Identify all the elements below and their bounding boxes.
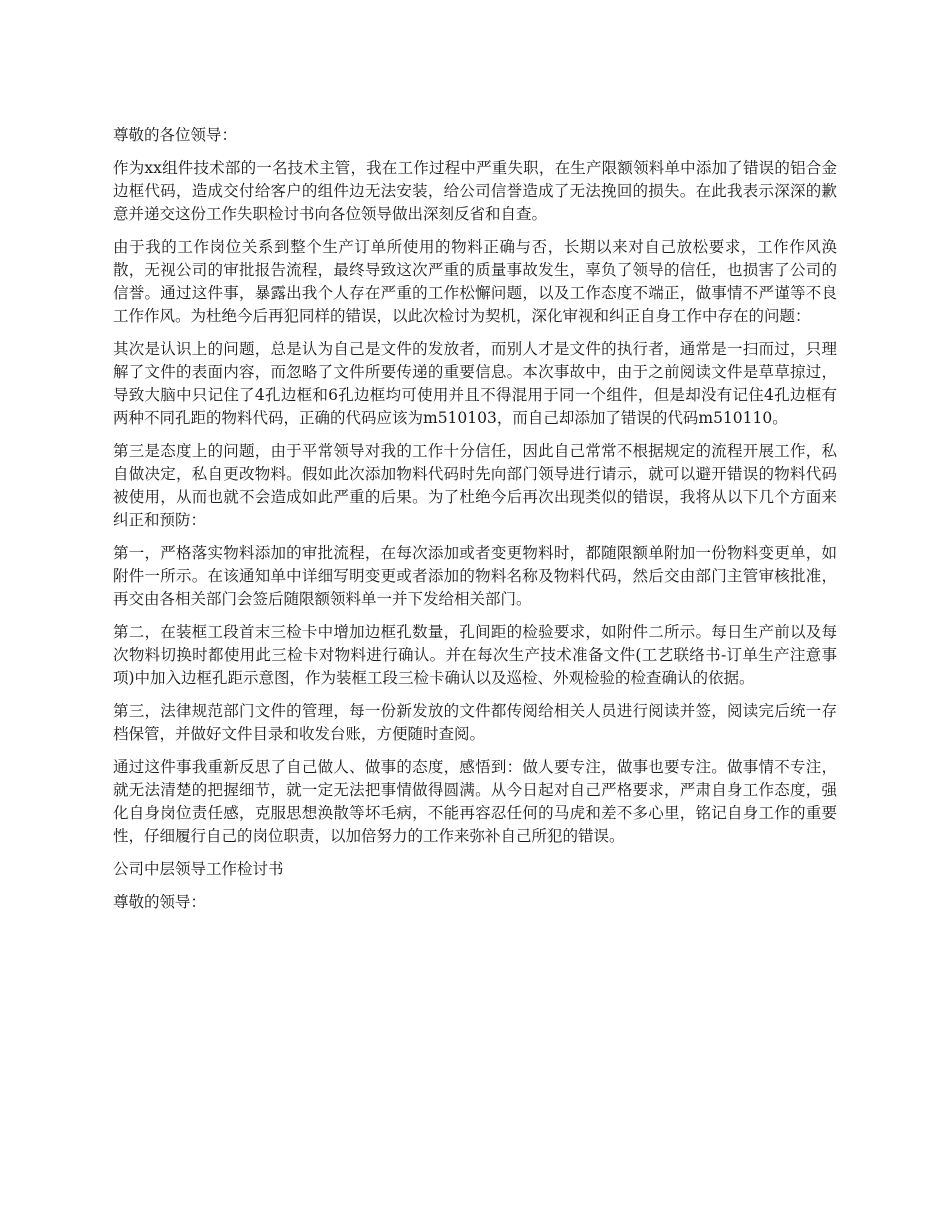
paragraph: 通过这件事我重新反思了自己做人、做事的态度，感悟到：做人要专注，做事也要专注。做事情不专注，就无法清楚的把握细节，就一定无法把事情做得圆满。从今日起对自己严格要求，严肃自身工作态度，强化自身岗位责任感，克服思想涣散等坏毛病，不能再容忍任何的马虎和差不多心里，铭记自身工作的重要性，仔细履行自己的岗位职责，以加倍努力的工作来弥补自己所犯的错误。	[113, 758, 837, 845]
paragraph: 第二，在装框工段首末三检卡中增加边框孔数量，孔间距的检验要求，如附件二所示。每日生产前以及每次物料切换时都使用此三检卡对物料进行确认。并在每次生产技术准备文件(工艺联络书-订单生产注意事项)中加入边框孔距示意图，作为装框工段三检卡确认以及巡检、外观检验的检查确认的依据。	[113, 623, 837, 687]
greeting: 尊敬的领导：	[113, 893, 207, 911]
paragraph: 其次是认识上的问题，总是认为自己是文件的发放者，而别人才是文件的执行者，通常是一扫而过，只理解了文件的表面内容，而忽略了文件所要传递的重要信息。本次事故中，由于之前阅读文件是草草掠过，导致大脑中只记住了4孔边框和6孔边框均可使用并且不得混用于同一个组件，但是却没有记住4孔边框有两种不同孔距的物料代码，正确的代码应该为m510103，而自己却添加了错误的代码m510110。	[113, 340, 837, 427]
paragraph: 第三，法律规范部门文件的管理，每一份新发放的文件都传阅给相关人员进行阅读并签，阅读完后统一存档保管，并做好文件目录和收发台账，方便随时查阅。	[113, 702, 837, 743]
greeting: 尊敬的各位领导：	[113, 126, 238, 144]
paragraph: 第一，严格落实物料添加的审批流程，在每次添加或者变更物料时，都随限额单附加一份物料变更单，如附件一所示。在该通知单中详细写明变更或者添加的物料名称及物料代码，然后交由部门主管审核批准，再交由各相关部门会签后随限额领料单一并下发给相关部门。	[113, 544, 837, 608]
paragraph: 作为xx组件技术部的一名技术主管，我在工作过程中严重失职，在生产限额领料单中添加了错误的铝合金边框代码，造成交付给客户的组件边无法安装，给公司信誉造成了无法挽回的损失。在此我表示深深的歉意并递交这份工作失职检讨书向各位领导做出深刻反省和自查。	[113, 159, 837, 223]
paragraph: 由于我的工作岗位关系到整个生产订单所使用的物料正确与否，长期以来对自己放松要求，工作作风涣散，无视公司的审批报告流程，最终导致这次严重的质量事故发生，辜负了领导的信任，也损害了公司的信誉。通过这件事，暴露出我个人存在严重的工作松懈问题，以及工作态度不端正，做事情不严谨等不良工作作风。为杜绝今后再犯同样的错误，以此次检讨为契机，深化审视和纠正自身工作中存在的问题：	[113, 238, 837, 325]
paragraph: 第三是态度上的问题，由于平常领导对我的工作十分信任，因此自己常常不根据规定的流程开展工作，私自做决定，私自更改物料。假如此次添加物料代码时先向部门领导进行请示，就可以避开错误的物料代码被使用，从而也就不会造成如此严重的后果。为了杜绝今后再次出现类似的错误，我将从以下几个方面来纠正和预防：	[113, 442, 837, 529]
document-body	[113, 124, 837, 924]
section-title: 公司中层领导工作检讨书	[113, 860, 284, 878]
